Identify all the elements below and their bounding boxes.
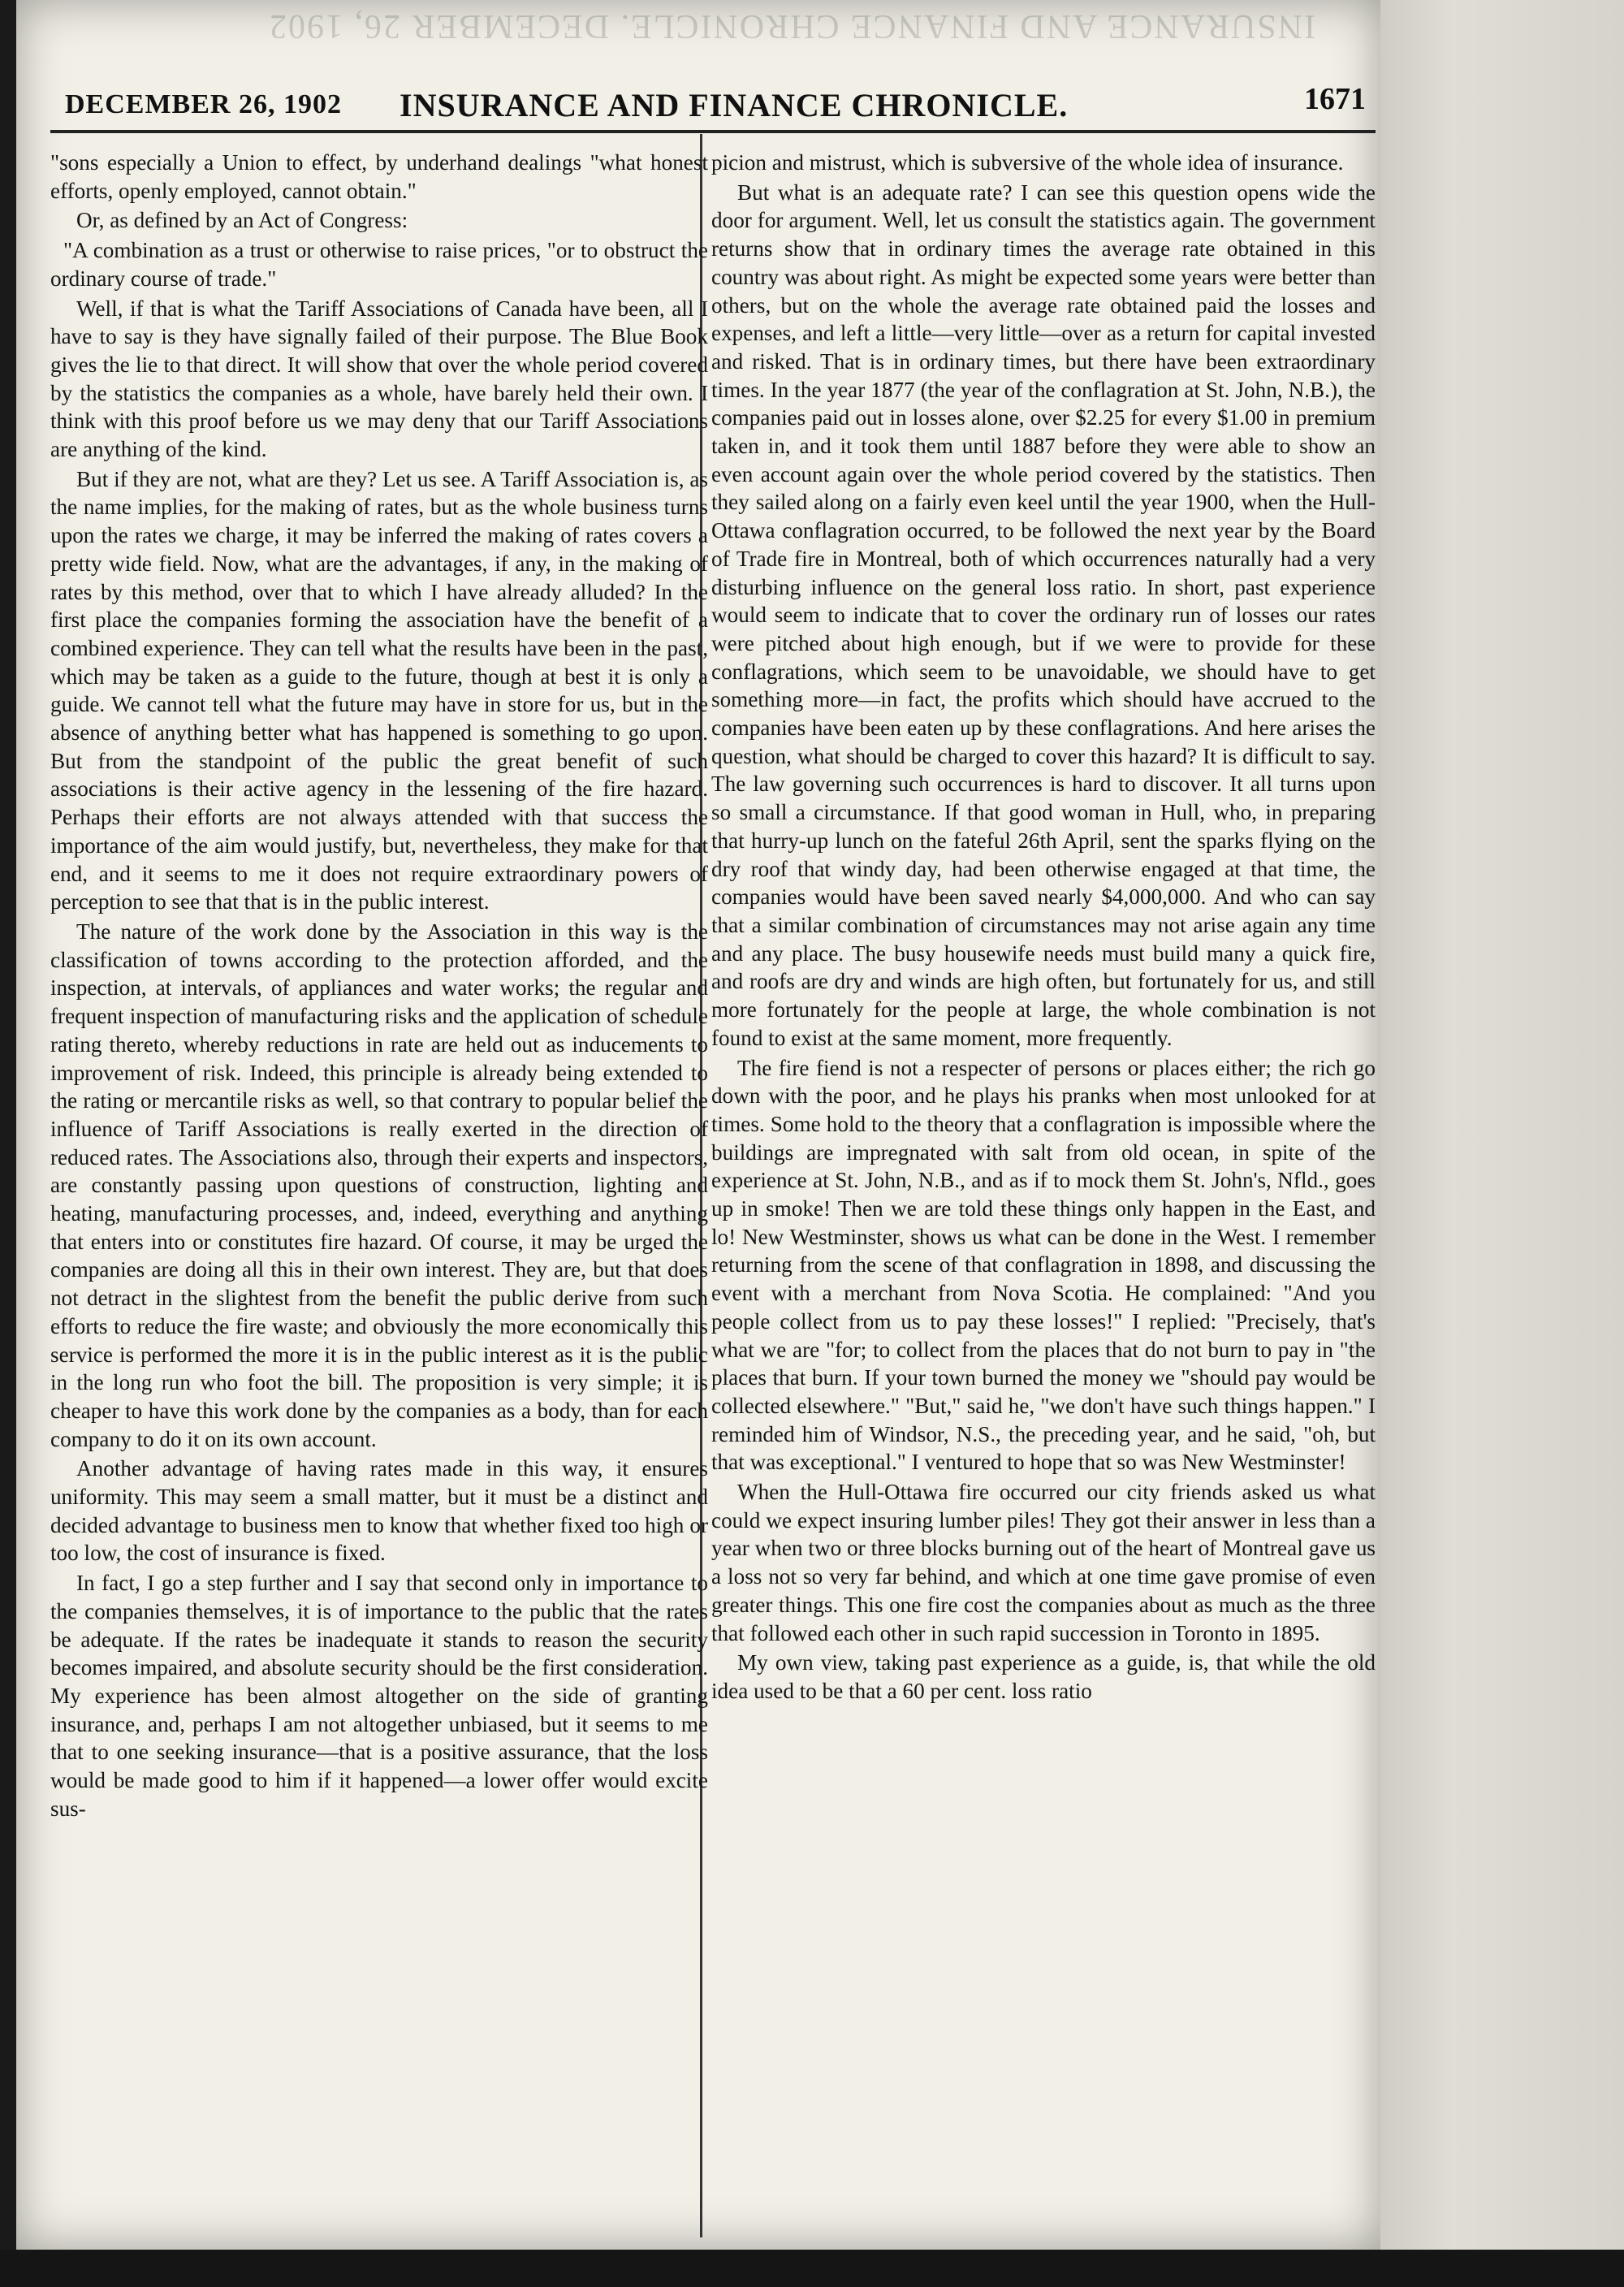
- bleed-through-text: INSURANCE AND FINANCE CHRONICLE. DECEMBER 26, 1902: [267, 7, 1315, 45]
- page-header: [50, 81, 1376, 133]
- scanner-bottom-edge: [0, 2250, 1624, 2287]
- paragraph: picion and mistrust, which is subversive of the whole idea of insurance.: [711, 150, 1344, 175]
- paragraph: Or, as defined by an Act of Congress:: [76, 208, 408, 233]
- left-column: [50, 149, 708, 1824]
- paragraph: "sons especially a Union to effect, by underhand dealings "what honest efforts, openly employed, cannot obtain.": [50, 150, 708, 203]
- paragraph: The fire fiend is not a respecter of persons or places either; the rich go down with the poor, and he plays his pranks when most unlooked for at times. Some hold to the theory that a conflagration is impossible where the buildings are impregnated with salt from old ocean, in spite of the experience at St. John, N.B., and as if to mock them St. John's, Nfld., goes up in smoke! Then we are told these things only happen in the East, and lo! New Westminster, shows us what can be done in the West. I remember returning from the scene of that conflagration in 1898, and discussing the event with a merchant from Nova Scotia. He complained: "And you people collect from us to pay these losses!" I replied: "Precisely, that's what we are "for; to collect from the places that do not burn to pay in "the places that burn. If your town burned the money we "should pay would be collected elsewhere." "But," said he, "we don't have such things happen." I reminded him of Windsor, N.S., the preceding year, and he said, "oh, but that was exceptional." I ventured to hope that so was New Westminster!: [711, 1055, 1376, 1475]
- scanner-edge: [1380, 0, 1624, 2287]
- paragraph: But if they are not, what are they? Let us see. A Tariff Association is, as the name implies, for the making of rates, but as the whole business turns upon the rates we charge, it may be inferred the making of rates covers a pretty wide field. Now, what are the advantages, if any, in the making of rates by this method, over that to which I have already alluded? In the first place the companies forming the association have the benefit of a combined experience. They can tell what the results have been in the past, which may be taken as a guide to the future, though at best it is only a guide. We cannot tell what the future may have in store for us, but in the absence of anything better what has happened is something to go upon. But from the standpoint of the public the great benefit of such associations is their active agency in the lessening of the fire hazard. Perhaps their efforts are not always attended with that success the importance of the aim would justify, but, nevertheless, they make for that end, and it seems to me it does not require extraordinary powers of perception to see that that is in the public interest.: [50, 466, 708, 914]
- header-title: INSURANCE AND FINANCE CHRONICLE.: [400, 87, 1069, 123]
- paragraph: Well, if that is what the Tariff Associations of Canada have been, all I have to say is they have signally failed of their purpose. The Blue Book gives the lie to that direct. It will show that over the whole period covered by the statistics the companies as a whole, have barely held their own. I think with this proof before us we may deny that our Tariff Associations are anything of the kind.: [50, 296, 708, 462]
- paragraph: Another advantage of having rates made in this way, it ensures uniformity. This may seem a small matter, but it must be a distinct and decided advantage to business men to know that whether fixed too high or too low, the cost of insurance is fixed.: [50, 1456, 708, 1566]
- paragraph: But what is an adequate rate? I can see this question opens wide the door for argument. Well, let us consult the statistics again. The government returns show that in ordinary times the average rate obtained in this country was about right. As might be expected some years were better than others, but on the whole the average rate obtained paid the losses and expenses, and left a little—very little—over as a return for capital invested and risked. That is in ordinary times, but there have been extraordinary times. In the year 1877 (the year of the conflagration at St. John, N.B.), the companies paid out in losses alone, over $2.25 for every $1.00 in premium taken in, and it took them until 1887 before they were able to show an even account again over the whole period covered by the statistics. Then they sailed along on a fairly even keel until the year 1900, when the Hull-Ottawa conflagration occurred, to be followed the next year by the Board of Trade fire in Montreal, both of which occurrences naturally had a very disturbing influence on the general loss ratio. In short, past experience would seem to indicate that to cover the ordinary run of losses our rates were pitched about high enough, but if we were to provide for these conflagrations, which seem to be unavoidable, we should have to get something more—in fact, the profits which should have accrued to the companies have been eaten up by these conflagrations. And here arises the question, what should be charged to cover this hazard? It is difficult to say. The law governing such occurrences is hard to discover. It all turns upon so small a circumstance. If that good woman in Hull, who, in preparing that hurry-up lunch on the fateful 26th April, sent the sparks flying on the dry roof that windy day, had been otherwise engaged at that time, the companies would have been saved nearly $4,000,000. And who can say that a similar combination of circumstances may not arise again any time and any place. The busy housewife needs must build many a quick fire, and roofs are dry and winds are high often, but fortunately for us, and still more fortunately for the people at large, the whole combination is not found to exist at the same moment, more frequently.: [711, 179, 1376, 1050]
- paragraph: When the Hull-Ottawa fire occurred our city friends asked us what could we expect insuring lumber piles! They got their answer in less than a year when two or three blocks burning out of the heart of Montreal gave us a loss not so very far behind, and which at one time gave promise of even greater things. This one fire cost the companies about as much as the three that followed each other in such rapid succession in Toronto in 1895.: [711, 1480, 1376, 1645]
- header-date: DECEMBER 26, 1902: [65, 89, 342, 119]
- paragraph: "A combination as a trust or otherwise to raise prices, "or to obstruct the ordinary course of trade.": [50, 238, 708, 291]
- paragraph: The nature of the work done by the Association in this way is the classification of towns according to the protection afforded, and the inspection, at intervals, of appliances and water works; the regular and frequent inspection of manufacturing risks and the application of schedule rating thereto, whereby reductions in rate are held out as inducements to improvement of risk. Indeed, this principle is already being extended to the rating or mercantile risks as well, so that contrary to popular belief the influence of Tariff Associations is really exerted in the direction of reduced rates. The Associations also, through their experts and inspectors, are constantly passing upon questions of construction, lighting and heating, manufacturing processes, and, indeed, everything and anything that enters into or constitutes fire hazard. Of course, it may be urged the companies are doing all this in their own interest. They are, but that does not detract in the slightest from the benefit the public derive from such efforts to reduce the fire waste; and obviously the more economically this service is performed the more it is in the public interest as it is the public in the long run who foot the bill. The proposition is very simple; it is cheaper to have this work done by the companies as a body, than for each company to do it on its own account.: [50, 919, 708, 1451]
- paragraph: In fact, I go a step further and I say that second only in importance to the companies themselves, it is of importance to the public that the rates be adequate. If the rates be inadequate it stands to reason the security becomes impaired, and absolute security should be the first consideration. My experience has been almost altogether on the side of granting insurance, and, perhaps I am not altogether unbiased, but it seems to me that to one seeking insurance—that is a positive assurance, that the loss would be made good to him if it happened—a lower offer would excite sus-: [50, 1571, 708, 1821]
- page-number: 1671: [1304, 82, 1366, 116]
- right-column: [711, 149, 1376, 1707]
- paragraph: My own view, taking past experience as a guide, is, that while the old idea used to be that a 60 per cent. loss ratio: [711, 1650, 1376, 1703]
